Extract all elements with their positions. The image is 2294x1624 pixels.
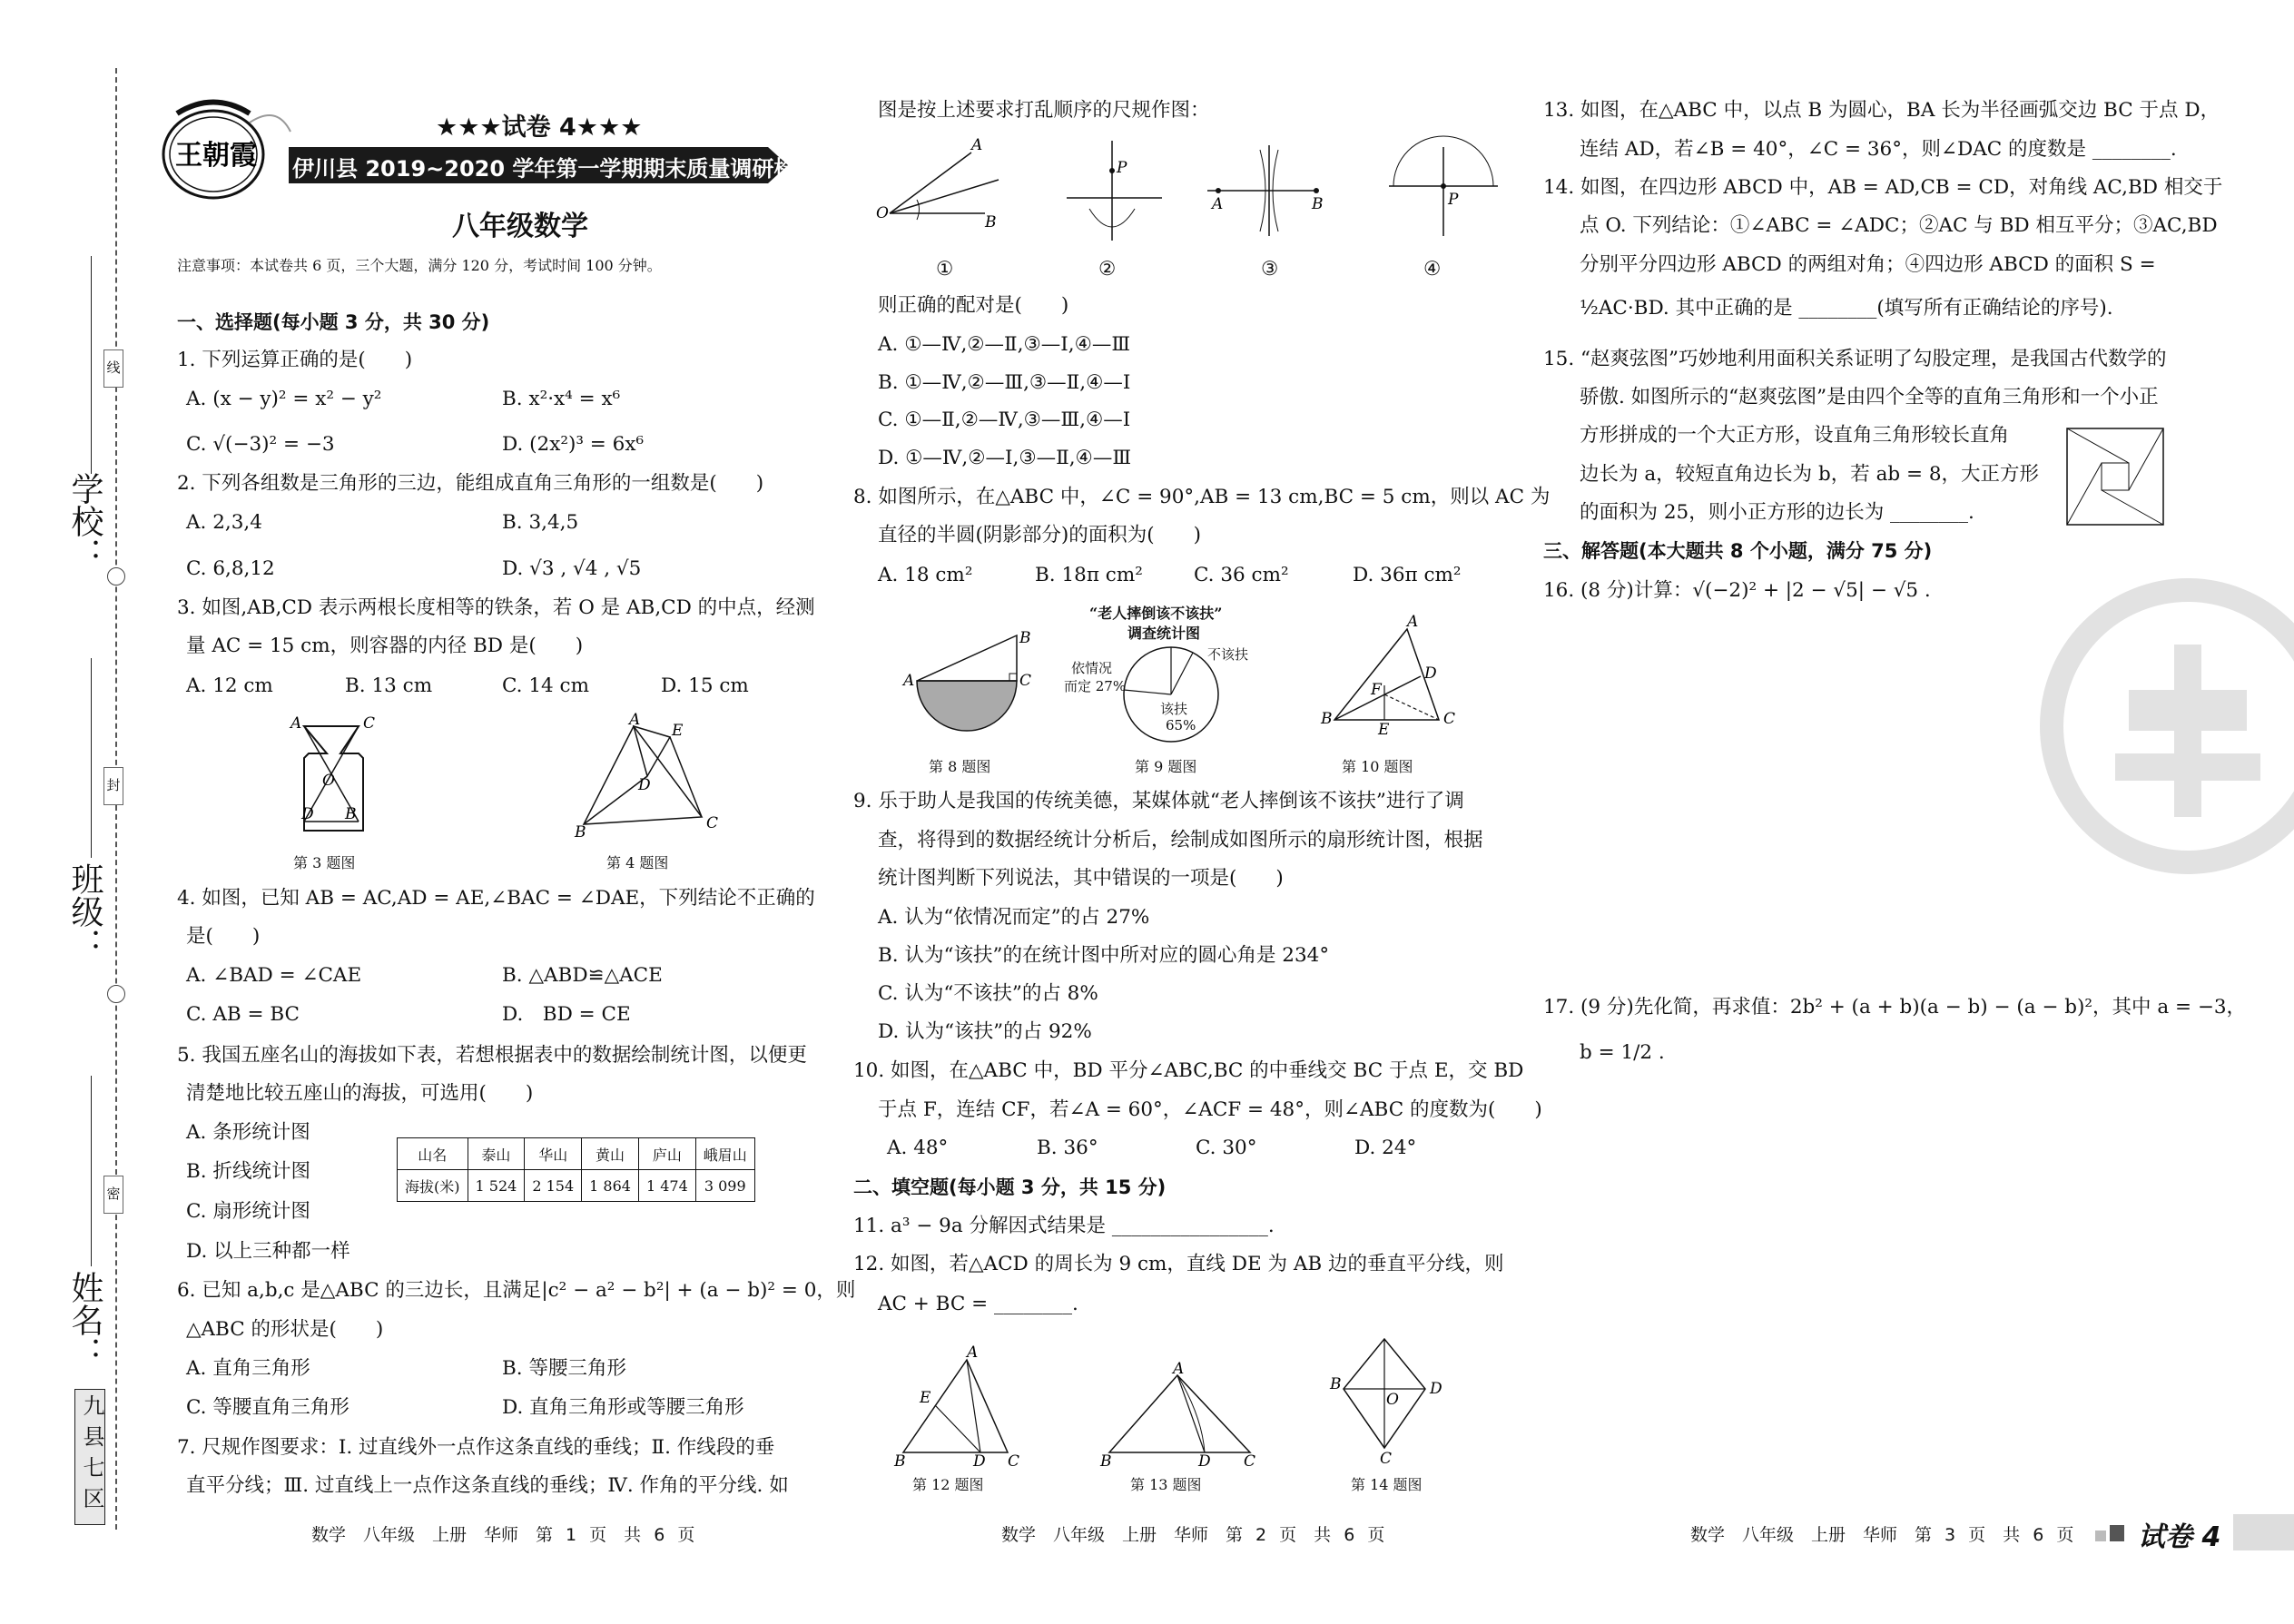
svg-text:A: A: [1407, 613, 1419, 631]
q10-option-a: A. 48°: [887, 1137, 949, 1159]
secret-watermark-seal: [2043, 581, 2294, 871]
school-underline: [91, 256, 92, 474]
q7-option-b: B. ①—Ⅳ,②—Ⅲ,③—Ⅱ,④—Ⅰ: [878, 371, 1131, 394]
q1-option-c: C. √(−3)² = −3: [186, 433, 335, 456]
figure-q12-caption: 第 12 题图: [912, 1476, 984, 1493]
svg-text:C: C: [1443, 710, 1456, 728]
figure-q4-triangles: [570, 711, 719, 842]
figure-q13-triangle: [1100, 1360, 1256, 1471]
q1-option-b: B. x²·x⁴ = x⁶: [502, 388, 621, 410]
svg-text:B: B: [1100, 1452, 1112, 1471]
q5-stem-1: 5. 我国五座名山的海拔如下表，若想根据表中的数据绘制统计图，以便更: [177, 1044, 807, 1067]
q5-stem-2: 清楚地比较五座山的海拔，可选用( ): [186, 1082, 534, 1105]
svg-text:C: C: [1380, 1450, 1393, 1468]
q2-option-c: C. 6,8,12: [186, 557, 275, 580]
seal-mark-xian: 线: [103, 349, 123, 388]
q14-stem-2: 点 O. 下列结论：①∠ABC = ∠ADC；②AC 与 BD 相互平分；③AC,BD: [1580, 214, 2218, 237]
svg-text:B: B: [575, 823, 586, 842]
section-1-heading: 一、选择题(每小题 3 分，共 30 分): [177, 311, 490, 333]
svg-text:C: C: [363, 714, 376, 733]
q7-option-a: A. ①—Ⅳ,②—Ⅱ,③—Ⅰ,④—Ⅲ: [878, 333, 1131, 356]
q4-option-c: C. AB = BC: [186, 1003, 300, 1026]
pie-label-depends: 依情况: [1071, 660, 1113, 676]
q1-stem: 1. 下列运算正确的是( ): [177, 349, 413, 371]
q7-stem-2: 直平分线；Ⅲ. 过直线上一点作这条直线的垂线；Ⅳ. 作角的平分线. 如: [186, 1474, 789, 1497]
q17-stem-2: b = 1/2 .: [1580, 1041, 1665, 1064]
q10-option-b: B. 36°: [1037, 1137, 1098, 1159]
q9-stem-2: 查，将得到的数据经统计分析后，绘制成如图所示的扇形统计图，根据: [878, 829, 1483, 851]
svg-text:B: B: [1019, 629, 1031, 647]
svg-text:B: B: [1330, 1375, 1342, 1393]
name-underline: [91, 1076, 92, 1266]
figure-q7-constructions: [871, 136, 1507, 254]
svg-text:C: C: [1008, 1452, 1020, 1471]
q8-option-d: D. 36π cm²: [1353, 564, 1462, 586]
q3-stem-2: 量 AC = 15 cm，则容器的内径 BD 是( ): [186, 635, 584, 657]
q6-option-d: D. 直角三角形或等腰三角形: [502, 1396, 744, 1419]
svg-text:D: D: [1198, 1452, 1211, 1471]
svg-text:C: C: [1244, 1452, 1256, 1471]
q15-stem-5: 的面积为 25，则小正方形的边长为 ________.: [1580, 501, 1974, 524]
q6-stem-2: △ABC 的形状是( ): [186, 1318, 384, 1341]
svg-text:E: E: [1378, 721, 1390, 739]
q7-mark-3: ③: [1261, 258, 1279, 281]
seal-mark-feng: 封: [103, 767, 123, 805]
q9-option-c: C. 认为“不该扶”的占 8%: [878, 982, 1098, 1005]
svg-text:O: O: [1386, 1391, 1399, 1409]
q9-stem-1: 9. 乐于助人是我国的传统美德，某媒体就“老人摔倒该不该扶”进行了调: [853, 790, 1464, 812]
svg-text:D: D: [973, 1452, 986, 1471]
figure-q8-caption: 第 8 题图: [929, 758, 991, 775]
q4-option-a: A. ∠BAD = ∠CAE: [186, 964, 362, 987]
q13-stem-2: 连结 AD，若∠B = 40°，∠C = 36°，则∠DAC 的度数是 ________.: [1580, 138, 2177, 161]
svg-text:B: B: [1321, 710, 1333, 728]
q8-option-c: C. 36 cm²: [1194, 564, 1289, 586]
binding-hole: [107, 567, 125, 586]
q9-option-a: A. 认为“依情况而定”的占 27%: [878, 906, 1150, 929]
figure-q3-caption: 第 3 题图: [293, 854, 356, 871]
svg-text:F: F: [1371, 681, 1382, 699]
region-label: 九县七区: [79, 1394, 104, 1518]
section-3-heading: 三、解答题(本大题共 8 个小题，满分 75 分): [1543, 540, 1933, 562]
svg-text:C: C: [706, 814, 719, 832]
q14-stem-4: ½AC·BD. 其中正确的是 ________(填写所有正确结论的序号).: [1580, 297, 2113, 320]
footer-page-3: 数学 八年级 上册 华师 第 3 页 共 6 页: [1690, 1525, 2074, 1545]
figure-q4-caption: 第 4 题图: [606, 854, 669, 871]
footer-page-1: 数学 八年级 上册 华师 第 1 页 共 6 页: [311, 1525, 695, 1545]
figure-q12-triangle: [894, 1343, 1021, 1471]
svg-text:A: A: [971, 136, 983, 154]
svg-text:B: B: [1312, 195, 1324, 213]
q1-option-d: D. (2x²)³ = 6x⁶: [502, 433, 645, 456]
q3-option-a: A. 12 cm: [186, 674, 273, 697]
figure-q15-zhaoshuang-square: [2065, 427, 2165, 527]
svg-text:A: A: [967, 1343, 979, 1362]
q10-stem-1: 10. 如图，在△ABC 中，BD 平分∠ABC,BC 的中垂线交 BC 于点 E，交 BD: [853, 1059, 1524, 1082]
svg-text:B: B: [345, 805, 357, 823]
q16-stem: 16. (8 分)计算：√(−2)² + |2 − √5| − √5 .: [1543, 579, 1931, 602]
svg-text:C: C: [1019, 672, 1032, 690]
q4-stem-2: 是( ): [186, 925, 261, 948]
q6-option-a: A. 直角三角形: [186, 1357, 310, 1380]
q3-option-c: C. 14 cm: [502, 674, 589, 697]
q8-stem-1: 8. 如图所示，在△ABC 中，∠C = 90°,AB = 13 cm,BC = 5 cm，则以 AC 为: [853, 486, 1551, 508]
q3-option-b: B. 13 cm: [345, 674, 433, 697]
svg-text:E: E: [672, 722, 684, 740]
q3-option-d: D. 15 cm: [661, 674, 749, 697]
footer-page-2: 数学 八年级 上册 华师 第 2 页 共 6 页: [1001, 1525, 1385, 1545]
q6-option-b: B. 等腰三角形: [502, 1357, 626, 1380]
q7-option-d: D. ①—Ⅳ,②—Ⅰ,③—Ⅱ,④—Ⅲ: [878, 447, 1132, 469]
q5-option-a: A. 条形统计图: [186, 1121, 310, 1144]
svg-text:P: P: [1448, 191, 1459, 209]
subject-title: 八年级数学: [452, 211, 588, 242]
svg-text:O: O: [876, 204, 889, 222]
svg-text:B: B: [894, 1452, 906, 1471]
q9-option-d: D. 认为“该扶”的占 92%: [878, 1020, 1092, 1043]
svg-text:E: E: [920, 1389, 931, 1407]
q7-stem-4: 则正确的配对是( ): [878, 294, 1069, 317]
footer-gray-band: [2233, 1514, 2294, 1550]
q7-option-c: C. ①—Ⅱ,②—Ⅳ,③—Ⅲ,④—Ⅰ: [878, 408, 1131, 431]
seal-mark-mi: 密: [103, 1176, 123, 1214]
q5-option-c: C. 扇形统计图: [186, 1200, 310, 1223]
logo-badge: [159, 95, 295, 204]
q2-option-d: D. √3 , √4 , √5: [502, 557, 642, 580]
footer-decoration: [2095, 1530, 2106, 1541]
q7-mark-4: ④: [1423, 258, 1442, 281]
q3-stem-1: 3. 如图,AB,CD 表示两根长度相等的铁条，若 O 是 AB,CD 的中点，经测: [177, 596, 815, 619]
table-row: 海拔(米) 1 524 2 154 1 864 1 474 3 099: [398, 1170, 755, 1202]
q12-stem-2: AC + BC = ________.: [878, 1293, 1078, 1315]
svg-text:A: A: [903, 672, 915, 690]
logo-text: 王朝霞: [175, 140, 257, 172]
figure-q10-caption: 第 10 题图: [1342, 758, 1413, 775]
svg-text:D: D: [1424, 664, 1437, 683]
q6-option-c: C. 等腰直角三角形: [186, 1396, 350, 1419]
paper-number: ★★★试卷 4★★★: [436, 113, 643, 142]
q7-mark-1: ①: [936, 258, 954, 281]
q7-mark-2: ②: [1098, 258, 1117, 281]
q2-stem: 2. 下列各组数是三角形的三边，能组成直角三角形的一组数是( ): [177, 472, 764, 495]
exam-title: 伊川县 2019~2020 学年第一学期期末质量调研检测试卷: [292, 156, 861, 182]
figure-q8-semicircle: [903, 626, 1049, 744]
name-label: 姓名：: [66, 1271, 103, 1369]
section-2-heading: 二、填空题(每小题 3 分，共 15 分): [853, 1176, 1167, 1198]
q13-stem-1: 13. 如图，在△ABC 中，以点 B 为圆心，BA 长为半径画弧交边 BC 于点 D，: [1543, 99, 2220, 122]
figure-q14-kite: [1330, 1330, 1442, 1468]
pie-label-should: 该扶: [1160, 701, 1188, 717]
pie-label-should-pct: 65%: [1166, 717, 1196, 733]
class-underline: [91, 658, 92, 858]
q7-stem-1: 7. 尺规作图要求：Ⅰ. 过直线外一点作这条直线的垂线；Ⅱ. 作线段的垂: [177, 1436, 775, 1459]
svg-text:A: A: [1173, 1360, 1185, 1378]
q11-stem: 11. a³ − 9a 分解因式结果是 ________________.: [853, 1215, 1275, 1237]
q8-stem-2: 直径的半圆(阴影部分)的面积为( ): [878, 524, 1202, 546]
svg-text:A: A: [629, 711, 641, 729]
figure-q9-caption: 第 9 题图: [1135, 758, 1197, 775]
q10-option-c: C. 30°: [1196, 1137, 1257, 1159]
q5-option-d: D. 以上三种都一样: [186, 1240, 350, 1263]
svg-text:A: A: [290, 714, 302, 733]
q9-stem-3: 统计图判断下列说法，其中错误的一项是( ): [878, 867, 1284, 890]
q9-option-b: B. 认为“该扶”的在统计图中所对应的圆心角是 234°: [878, 944, 1330, 967]
q1-option-a: A. (x − y)² = x² − y²: [186, 388, 382, 410]
q7-stem-3: 图是按上述要求打乱顺序的尺规作图：: [878, 99, 1210, 122]
notice: 注意事项：本试卷共 6 页，三个大题，满分 120 分，考试时间 100 分钟。: [177, 257, 662, 274]
svg-text:B: B: [985, 213, 997, 231]
binding-hole: [107, 985, 125, 1003]
q2-option-b: B. 3,4,5: [502, 511, 579, 534]
q5-option-b: B. 折线统计图: [186, 1160, 310, 1183]
footer-decoration: [2110, 1525, 2124, 1541]
pie-label-depends-pct: 而定 27%: [1064, 678, 1127, 694]
svg-text:D: D: [301, 805, 314, 823]
pie-title-2: 调查统计图: [1127, 625, 1201, 642]
pie-title-1: “老人摔倒该不该扶”: [1089, 605, 1223, 622]
figure-q10-triangle: [1321, 613, 1457, 740]
q6-stem-1: 6. 已知 a,b,c 是△ABC 的三边长，且满足|c² − a² − b²| + (a − b)² = 0，则: [177, 1279, 856, 1302]
q2-option-a: A. 2,3,4: [186, 511, 262, 534]
q14-stem-3: 分别平分四边形 ABCD 的两组对角；④四边形 ABCD 的面积 S =: [1580, 253, 2156, 276]
table-header-row: 山名 泰山 华山 黄山 庐山 峨眉山: [398, 1138, 755, 1170]
q15-stem-1: 15. “赵爽弦图”巧妙地利用面积关系证明了勾股定理，是我国古代数学的: [1543, 348, 2167, 370]
figure-q3-container: [290, 714, 381, 840]
q15-stem-4: 边长为 a，较短直角边长为 b，若 ab = 8，大正方形: [1580, 463, 2040, 486]
q8-option-b: B. 18π cm²: [1035, 564, 1143, 586]
q4-option-b: B. △ABD≌△ACE: [502, 964, 663, 987]
q17-stem-1: 17. (9 分)先化简，再求值：2b² + (a + b)(a − b) − (a − b)²，其中 a = −3，: [1543, 996, 2247, 1019]
q8-option-a: A. 18 cm²: [878, 564, 973, 586]
q10-option-d: D. 24°: [1354, 1137, 1417, 1159]
q4-stem-1: 4. 如图，已知 AB = AC,AD = AE,∠BAC = ∠DAE，下列结论不正确的: [177, 887, 815, 910]
footer-badge: 试卷 4: [2138, 1521, 2221, 1553]
figure-q14-caption: 第 14 题图: [1351, 1476, 1423, 1493]
q14-stem-1: 14. 如图，在四边形 ABCD 中，AB = AD,CB = CD，对角线 AC,BD 相交于: [1543, 176, 2223, 199]
svg-text:P: P: [1117, 159, 1127, 177]
svg-text:A: A: [1212, 195, 1224, 213]
q15-stem-2: 骄傲. 如图所示的“赵爽弦图”是由四个全等的直角三角形和一个小正: [1580, 386, 2159, 408]
q15-stem-3: 方形拼成的一个大正方形，设直角三角形较长直角: [1580, 424, 2010, 447]
pie-label-should-not: 不该扶: [1207, 646, 1249, 663]
svg-text:D: D: [1430, 1380, 1442, 1398]
q10-stem-2: 于点 F，连结 CF，若∠A = 60°，∠ACF = 48°，则∠ABC 的度数为( ): [878, 1098, 1542, 1121]
school-label: 学校：: [66, 472, 103, 570]
mountain-altitude-table: [397, 1137, 755, 1202]
svg-text:O: O: [322, 772, 335, 790]
class-label: 班级：: [66, 862, 103, 960]
svg-text:D: D: [638, 776, 651, 794]
figure-q13-caption: 第 13 题图: [1130, 1476, 1202, 1493]
q4-option-d: D. BD = CE: [502, 1003, 631, 1026]
q12-stem-1: 12. 如图，若△ACD 的周长为 9 cm，直线 DE 为 AB 边的垂直平分线，则: [853, 1253, 1504, 1275]
